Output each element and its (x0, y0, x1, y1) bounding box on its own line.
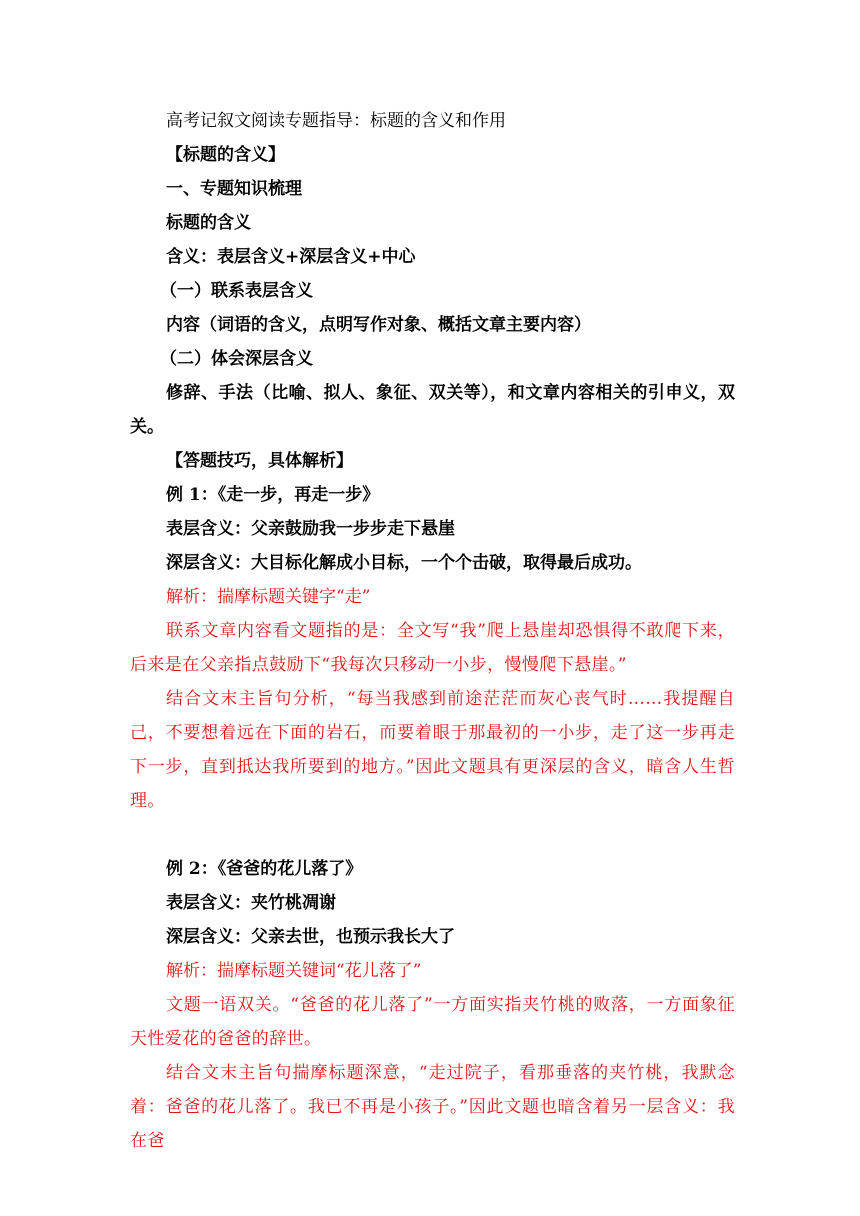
example1-deep: 深层含义：大目标化解成小目标，一个个击破，取得最后成功。 (166, 553, 642, 573)
document-body (130, 104, 735, 1158)
example1-analysis-paragraph-1: 联系文章内容看文题指的是：全文写“我”爬上悬崖却恐惧得不敢爬下来，后来是在父亲指点鼓励下“我每次只移动一小步，慢慢爬下悬崖。” (130, 621, 735, 675)
section-heading-skills: 【答题技巧，具体解析】 (166, 451, 353, 471)
subsection-surface: （一）联系表层含义 (160, 281, 313, 301)
subsection-deep: （二）体会深层含义 (160, 349, 313, 369)
example2-analysis-paragraph-2: 结合文末主旨句揣摩标题深意，“走过院子，看那垂落的夹竹桃，我默念着：爸爸的花儿落了。我已不再是小孩子。”因此文题也暗含着另一层含义：我在爸 (130, 1063, 735, 1151)
example2-analysis-label: 解析：揣摩标题关键词“花儿落了” (166, 961, 422, 981)
example2-analysis-paragraph-1: 文题一语双关。“爸爸的花儿落了”一方面实指夹竹桃的败落，一方面象征天性爱花的爸爸的辞世。 (130, 995, 735, 1049)
section-heading-meaning: 【标题的含义】 (166, 145, 285, 165)
deep-content: 修辞、手法（比喻、拟人、象征、双关等），和文章内容相关的引申义，双关。 (130, 383, 735, 437)
example1-heading: 例 1：《走一步，再走一步》 (166, 485, 380, 505)
example2-deep: 深层含义：父亲去世，也预示我长大了 (166, 927, 455, 947)
document-title: 高考记叙文阅读专题指导：标题的含义和作用 (166, 111, 506, 131)
subheading-meaning: 标题的含义 (166, 213, 251, 233)
part-heading-knowledge: 一、专题知识梳理 (166, 179, 302, 199)
blank-line (130, 818, 735, 852)
example2-surface: 表层含义：夹竹桃凋谢 (166, 893, 336, 913)
example1-surface: 表层含义：父亲鼓励我一步步走下悬崖 (166, 519, 455, 539)
example1-analysis-paragraph-2: 结合文末主旨句分析，“每当我感到前途茫茫而灰心丧气时……我提醒自己，不要想着远在下面的岩石，而要着眼于那最初的一小步，走了这一步再走下一步，直到抵达我所要到的地方。”因此文题具有更深层的含义，暗含人生哲理。 (130, 689, 735, 811)
meaning-formula: 含义：表层含义+深层含义+中心 (166, 247, 416, 267)
example1-analysis-label: 解析：揣摩标题关键字“走” (166, 587, 371, 607)
example2-heading: 例 2：《爸爸的花儿落了》 (166, 859, 363, 879)
surface-content: 内容（词语的含义，点明写作对象、概括文章主要内容） (166, 315, 591, 335)
